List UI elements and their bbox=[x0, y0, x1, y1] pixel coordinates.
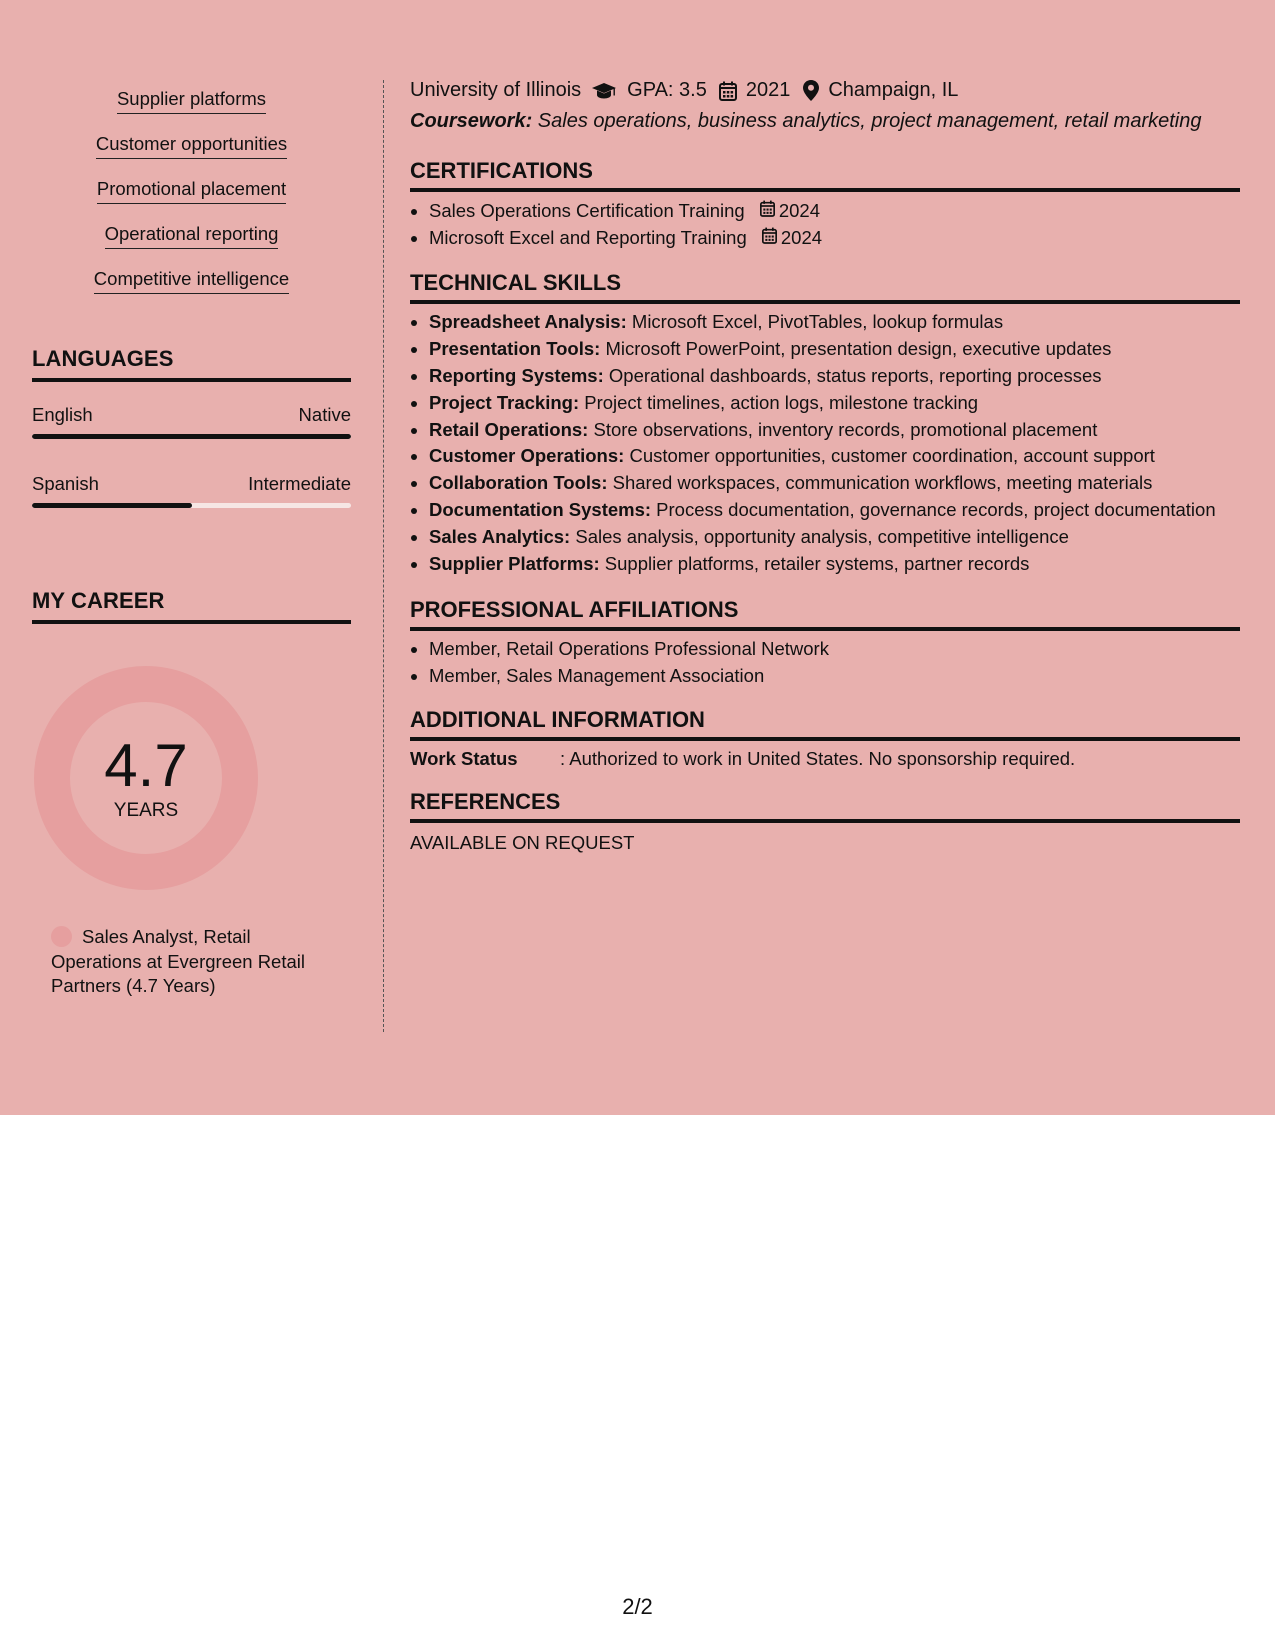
strength-label: Supplier platforms bbox=[117, 88, 266, 114]
coursework-text: Sales operations, business analytics, project management, retail marketing bbox=[532, 110, 1202, 132]
certifications-list bbox=[410, 197, 822, 251]
strength-label: Operational reporting bbox=[105, 223, 279, 249]
strength-label: Promotional placement bbox=[97, 178, 286, 204]
language-level: Native bbox=[298, 404, 351, 425]
skill-details: Project timelines, action logs, milestone tracking bbox=[579, 391, 979, 413]
language-row bbox=[32, 473, 351, 495]
language-bar bbox=[32, 503, 351, 508]
strength-item bbox=[32, 223, 351, 249]
skill-category: Reporting Systems: bbox=[429, 364, 604, 386]
list-item bbox=[429, 417, 1216, 444]
list-item bbox=[429, 551, 1216, 578]
skill-details: Shared workspaces, communication workflows, meeting materials bbox=[607, 472, 1153, 494]
gpa: GPA: 3.5 bbox=[627, 79, 707, 101]
references-text: AVAILABLE ON REQUEST bbox=[410, 832, 635, 853]
location-pin-icon bbox=[803, 80, 819, 101]
certification-year: 2024 bbox=[778, 200, 820, 221]
page-number: 2/2 bbox=[622, 1594, 653, 1619]
skill-details: Sales analysis, opportunity analysis, competitive intelligence bbox=[570, 526, 1069, 548]
career-total-unit: YEARS bbox=[113, 800, 179, 821]
list-item bbox=[429, 309, 1216, 336]
strength-label: Competitive intelligence bbox=[94, 268, 289, 294]
list-item bbox=[429, 363, 1216, 390]
skill-details: Supplier platforms, retailer systems, partner records bbox=[599, 553, 1030, 575]
certifications-heading: CERTIFICATIONS bbox=[410, 158, 1240, 192]
certification-year: 2024 bbox=[780, 227, 823, 248]
list-item bbox=[429, 470, 1216, 497]
skill-category: Retail Operations: bbox=[429, 418, 589, 440]
career-legend-item bbox=[51, 925, 331, 999]
language-name: English bbox=[32, 404, 93, 425]
list-item bbox=[429, 390, 1216, 417]
list-item bbox=[429, 497, 1216, 524]
skill-category: Documentation Systems: bbox=[429, 499, 652, 521]
skill-category: Presentation Tools: bbox=[429, 337, 601, 359]
work-status-value: : Authorized to work in United States. No sponsorship required. bbox=[560, 748, 1076, 769]
language-name: Spanish bbox=[32, 473, 99, 494]
school-location: Champaign, IL bbox=[828, 79, 959, 101]
references-heading: REFERENCES bbox=[410, 789, 1240, 823]
language-level: Intermediate bbox=[248, 473, 351, 494]
skill-category: Sales Analytics: bbox=[429, 526, 571, 548]
list-item bbox=[429, 524, 1216, 551]
skill-details: Store observations, inventory records, promotional placement bbox=[588, 418, 1098, 440]
language-bar-fill bbox=[32, 434, 351, 439]
work-status-label: Work Status bbox=[410, 748, 518, 769]
technical-skills-heading: TECHNICAL SKILLS bbox=[410, 270, 1240, 304]
skill-category: Project Tracking: bbox=[429, 391, 580, 413]
skill-details: Operational dashboards, status reports, reporting processes bbox=[603, 364, 1102, 386]
skill-details: Microsoft Excel, PivotTables, lookup formulas bbox=[626, 311, 1004, 332]
affiliations-list bbox=[410, 636, 829, 690]
affiliations-heading: PROFESSIONAL AFFILIATIONS bbox=[410, 597, 1240, 631]
certification-name: Sales Operations Certification Training bbox=[429, 200, 745, 221]
strength-item bbox=[32, 133, 351, 159]
skill-category: Supplier Platforms: bbox=[429, 553, 600, 575]
coursework-label: Coursework: bbox=[410, 110, 533, 132]
education-line bbox=[410, 79, 958, 102]
graduation-cap-icon bbox=[591, 82, 617, 100]
list-item bbox=[429, 443, 1216, 470]
skill-category: Customer Operations: bbox=[429, 445, 625, 467]
skill-category: Spreadsheet Analysis: bbox=[429, 311, 627, 332]
skill-category: Collaboration Tools: bbox=[429, 472, 608, 494]
skill-details: Microsoft PowerPoint, presentation design, executive updates bbox=[600, 337, 1112, 359]
school-name: University of Illinois bbox=[410, 79, 582, 101]
work-status-row bbox=[410, 748, 1075, 770]
strength-label: Customer opportunities bbox=[96, 133, 287, 159]
coursework bbox=[410, 110, 1201, 133]
list-item: • Member, Sales Management Association bbox=[429, 663, 829, 690]
skill-details: Process documentation, governance records, project documentation bbox=[651, 499, 1216, 521]
list-item bbox=[429, 336, 1216, 363]
additional-info-heading: ADDITIONAL INFORMATION bbox=[410, 707, 1240, 741]
career-legend-label: Sales Analyst, Retail Operations at Evergreen Retail Partners (4.7 Years) bbox=[51, 926, 305, 996]
career-legend-dot bbox=[51, 926, 72, 947]
certification-name: Microsoft Excel and Reporting Training bbox=[429, 227, 747, 248]
list-item bbox=[429, 197, 822, 224]
list-item: • Member, Retail Operations Professional Network bbox=[429, 636, 829, 663]
column-divider bbox=[383, 80, 384, 1032]
languages-heading: LANGUAGES bbox=[32, 346, 351, 382]
skills-list bbox=[410, 309, 1216, 578]
strength-item bbox=[32, 88, 351, 114]
career-total-value: 4.7 bbox=[104, 732, 188, 799]
strength-item bbox=[32, 178, 351, 204]
language-bar-fill bbox=[32, 503, 192, 508]
language-bar bbox=[32, 434, 351, 439]
list-item bbox=[429, 224, 822, 251]
language-row bbox=[32, 404, 351, 426]
calendar-icon bbox=[719, 81, 737, 101]
calendar-icon bbox=[762, 224, 781, 251]
strength-item bbox=[32, 268, 351, 294]
graduation-year: 2021 bbox=[745, 79, 791, 101]
career-heading: MY CAREER bbox=[32, 588, 351, 624]
skill-details: Customer opportunities, customer coordination, account support bbox=[624, 445, 1155, 467]
calendar-icon bbox=[760, 197, 779, 224]
